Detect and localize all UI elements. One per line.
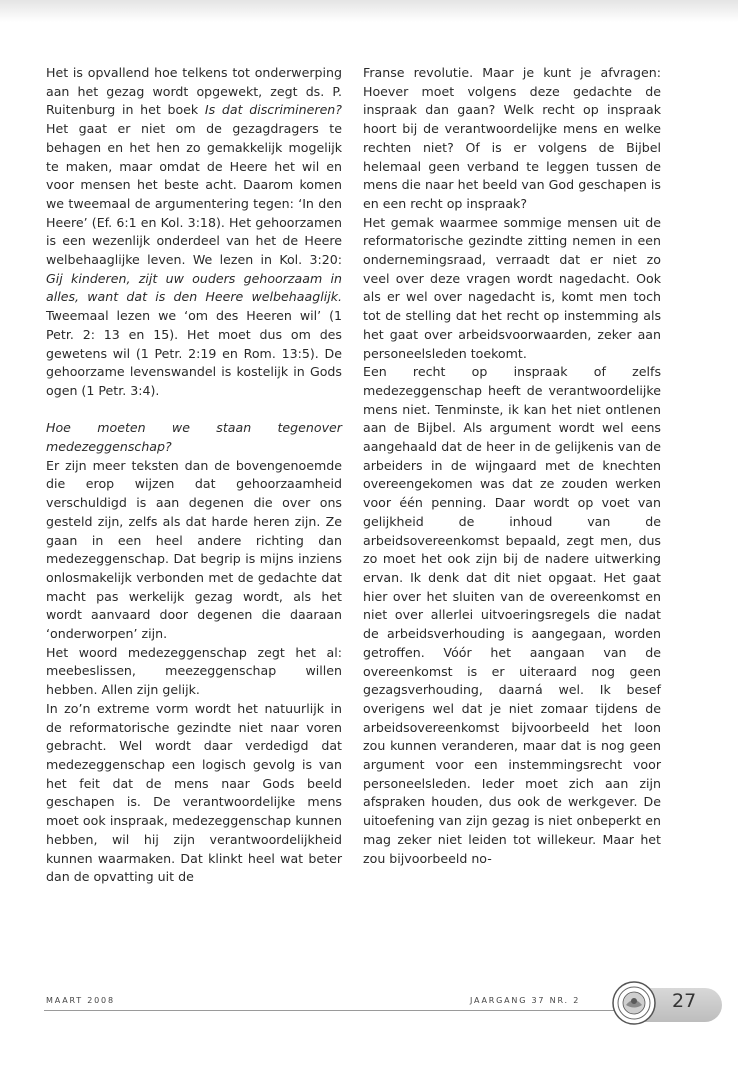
left-column	[46, 64, 342, 887]
right-paragraph-2: Het gemak waarmee sommige mensen uit de reformatorische gezindte zitting nemen in een ondernemingsraad, verraadt dat er niet zo veel over deze vragen wordt nagedacht. Ook als er wel over nagedacht is, komt men toch tot de stelling dat het recht op instemming als het gaat over arbeidsvoorwaarden, zeker aan personeelsleden toekomt.	[363, 214, 661, 361]
right-column	[363, 64, 661, 868]
scan-top-edge	[0, 0, 738, 22]
left-paragraph-2: Er zijn meer teksten dan de bovengenoemde die erop wijzen dat gehoorzaamheid verschuldigd is aan degenen die over ons gesteld zijn, zelfs als dat harde heren zijn. Ze gaan in een heel andere richting dan medezeggenschap. Dat begrip is mijns inziens onlosmakelijk verbonden met de gedachte dat macht pas werkelijk gezag wordt, als het wordt aanvaard door degenen die daaraan ‘onderworpen’ zijn.	[46, 457, 342, 642]
left-paragraph-4: In zo’n extreme vorm wordt het natuurlijk in de reformatorische gezindte niet naar voren gebracht. Wel wordt daar verdedigd dat medezeggenschap een logisch gevolg is van het feit dat de mens naar Gods beeld geschapen is. De verantwoordelijke mens moet ook inspraak, medezeggenschap kunnen hebben, wil hij zijn verantwoordelijkheid kunnen waarmaken. Dat klinkt heel wat beter dan de opvatting uit de	[46, 700, 342, 885]
book-title: Is dat discrimineren?	[204, 102, 342, 118]
left-paragraph-1: Het is opvallend hoe telkens tot onderwerping aan het gezag wordt opgewekt, zegt ds. P. Ruitenburg in het boek Is dat discrimineren? Het gaat er niet om de gezagdragers te behagen en het hen zo gemakkelijk mogelijk te maken, maar omdat de Heere het wil en voor mensen het beste acht. Daarom komen we tweemaal de argumentering tegen: ‘In den Heere’ (Ef. 6:1 en Kol. 3:18). Het gehoorzamen is een wezenlijk onderdeel van het de Heere welbehaaglijke leven. We lezen in Kol. 3:20: Gij kinderen, zijt uw ouders gehoorzaam in alles, want dat is den Heere welbehaaglijk. Tweemaal lezen we ‘om des Heeren wil’ (1 Petr. 2: 13 en 15). Het moet dus om des gewetens wil (1 Petr. 2:19 en Rom. 13:5). De gehoorzame levenswandel is kostelijk in Gods ogen (1 Petr. 3:4).	[46, 65, 342, 398]
bible-quote: Gij kinderen, zijt uw ouders gehoorzaam in alles, want dat is den Heere welbehaaglijk.	[46, 270, 342, 305]
seal-emblem-icon	[611, 980, 657, 1026]
footer-rule	[44, 1010, 614, 1011]
page-number: 27	[672, 990, 697, 1012]
left-paragraph-3: Het woord medezeggenschap zegt het al: meebeslissen, meezeggenschap willen hebben. Allen zijn gelijk.	[46, 644, 342, 698]
right-paragraph-3: Een recht op inspraak of zelfs medezeggenschap heeft de verantwoordelijke mens niet. Tenminste, ik kan het niet ontlenen aan de Bijbel. Als argument wordt wel eens aangehaald dat de heer in de gelijkenis van de arbeiders in de wijngaard met de knechten overeengekomen was dat ze zouden werken voor één penning. Daar wordt op voet van gelijkheid de inhoud van de arbeidsovereenkomst bepaald, zegt men, dus zo moet het ook zijn bij de nadere uitwerking ervan. Ik denk dat dit niet opgaat. Het gaat hier over het sluiten van de overeenkomst en niet over allerlei uitvoeringsregels die nadat de arbeidsverhouding is aangegaan, worden getroffen. Vóór het aangaan van de overeenkomst is er uiteraard nog geen gezagsverhouding, daarná wel. Ik besef overigens wel dat je niet zomaar tijdens de arbeidsovereenkomst bijvoorbeeld het loon zou kunnen veranderen, maar dat is nog geen argument voor een instemmingsrecht voor personeelsleden. Ieder moet zich aan zijn afspraken houden, dus ook de werkgever. De uitoefening van zijn gezag is niet onbeperkt en mag zeker niet leiden tot willekeur. Maar het zou bijvoorbeeld no-	[363, 364, 661, 866]
section-heading: Hoe moeten we staan tegenover medezeggenschap?	[46, 420, 342, 455]
right-paragraph-1: Franse revolutie. Maar je kunt je afvragen: Hoever moet volgens deze gedachte de inspraak dan gaan? Welk recht op inspraak hoort bij de verantwoordelijke mens en welke rechten niet? Of is er volgens de Bijbel helemaal geen verband te leggen tussen de mens die naar het beeld van God geschapen is en een recht op inspraak?	[363, 65, 661, 211]
footer-issue-date: MAART 2008	[46, 996, 115, 1005]
footer-volume: JAARGANG 37 NR. 2	[470, 996, 581, 1005]
